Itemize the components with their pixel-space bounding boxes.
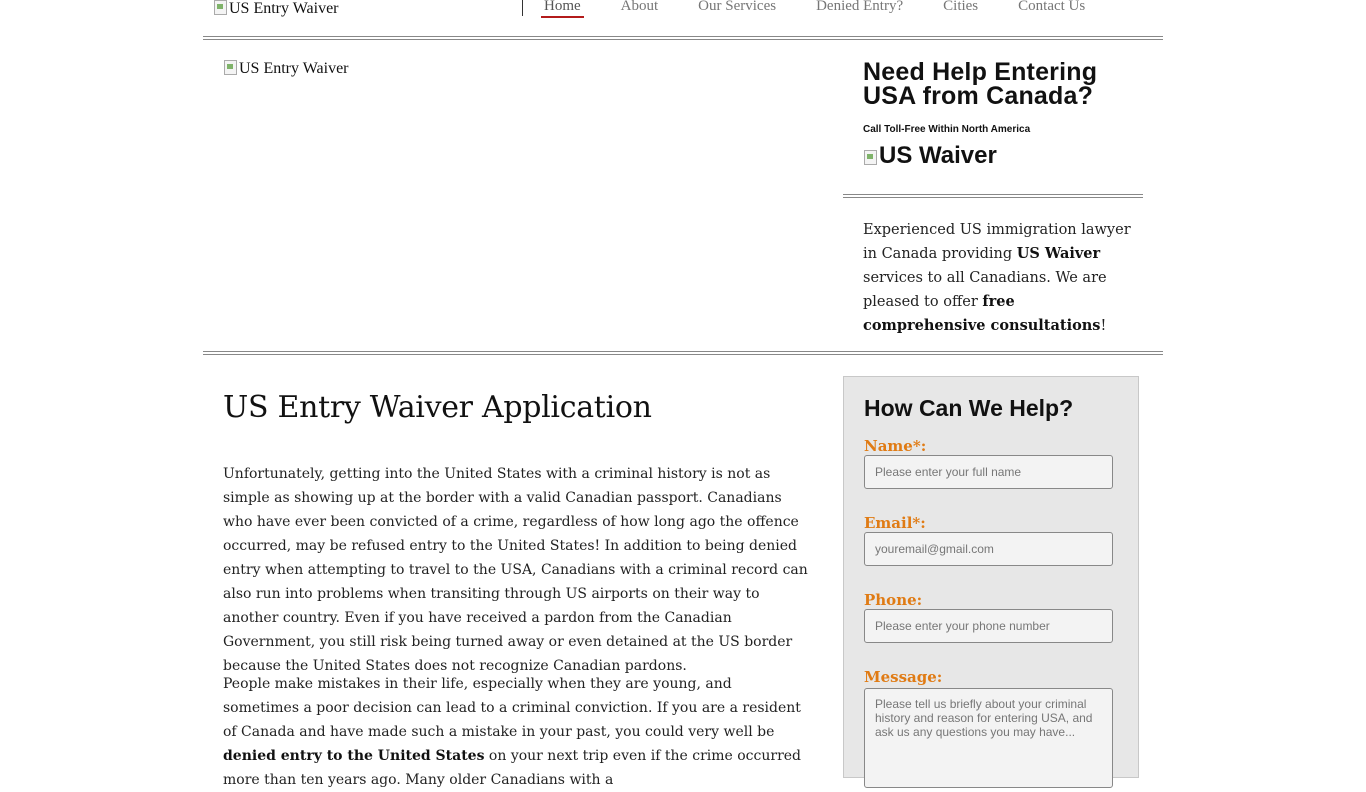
page-wrapper bbox=[203, 0, 1163, 788]
broken-image-icon bbox=[213, 0, 229, 15]
page-title: US Entry Waiver Application bbox=[223, 390, 652, 425]
intro-text: services to all Canadians. We are pleased to offer bbox=[863, 270, 1107, 310]
nav-cities[interactable]: Cities bbox=[943, 0, 979, 14]
sidebar-intro bbox=[863, 218, 1133, 338]
message-field[interactable] bbox=[864, 688, 1113, 788]
email-field[interactable] bbox=[864, 532, 1113, 566]
nav-separator bbox=[522, 0, 523, 16]
intro-paragraph: Unfortunately, getting into the United States with a criminal history is not as simple as showing up at the border with a valid Canadian passport. Canadians who have ever been convicted of a crime, regardless of how long ago the offence occurred, may be refused entry to the United States! In addition to being denied entry when attempting to travel to the USA, Canadians with a criminal record can also run into problems when transiting through US airports on their way to another country. Even if you have received a pardon from the Canadian Government, you still risk being turned away or even detained at the US border because the United States does not recognize Canadian pardons. bbox=[223, 466, 808, 674]
second-paragraph bbox=[223, 672, 808, 792]
nav-our-services[interactable]: Our Services bbox=[698, 0, 777, 14]
intro-strong-consultations: free comprehensive consultations bbox=[863, 293, 1101, 334]
email-label: Email*: bbox=[864, 514, 926, 532]
phone-field[interactable] bbox=[864, 609, 1113, 643]
broken-image-icon bbox=[863, 149, 879, 165]
intro-text: Experienced US immigration lawyer in Canada providing bbox=[863, 222, 1131, 262]
broken-image-icon bbox=[223, 59, 239, 75]
intro-strong-waiver: US Waiver bbox=[1016, 245, 1101, 262]
message-label: Message: bbox=[864, 668, 943, 686]
site-logo[interactable] bbox=[213, 0, 339, 18]
name-field[interactable] bbox=[864, 455, 1113, 489]
toll-free-label: Call Toll-Free Within North America bbox=[863, 124, 1031, 135]
contact-form bbox=[843, 376, 1139, 778]
phone-label: Phone: bbox=[864, 591, 923, 609]
paragraph-strong: denied entry to the United States bbox=[223, 748, 485, 764]
nav-about[interactable]: About bbox=[620, 0, 659, 14]
nav-denied-entry[interactable]: Denied Entry? bbox=[816, 0, 904, 14]
intro-text: ! bbox=[1100, 318, 1107, 334]
hero-image bbox=[223, 59, 349, 78]
sidebar-divider bbox=[843, 194, 1143, 198]
nav-home[interactable]: Home bbox=[544, 0, 581, 14]
main-nav bbox=[544, 0, 1125, 15]
phone-image-link[interactable] bbox=[863, 142, 997, 170]
nav-contact-us[interactable]: Contact Us bbox=[1018, 0, 1086, 14]
paragraph-text: on your next trip even if the crime occurred more than ten years ago. Many older Canadians with a bbox=[223, 748, 802, 788]
logo-alt-text: US Entry Waiver bbox=[229, 0, 339, 17]
sidebar-heading: Need Help Entering USA from Canada? bbox=[863, 58, 1098, 110]
hero-divider bbox=[203, 351, 1163, 355]
header-divider bbox=[203, 36, 1163, 40]
paragraph-text: People make mistakes in their life, especially when they are young, and sometimes a poor decision can lead to a criminal conviction. If you are a resident of Canada and have made such a mistake in your past, you could very well be bbox=[223, 676, 801, 740]
name-label: Name*: bbox=[864, 437, 927, 455]
hero-image-alt: US Entry Waiver bbox=[239, 60, 349, 77]
phone-image-alt: US Waiver bbox=[879, 142, 997, 169]
form-title: How Can We Help? bbox=[864, 395, 1074, 421]
